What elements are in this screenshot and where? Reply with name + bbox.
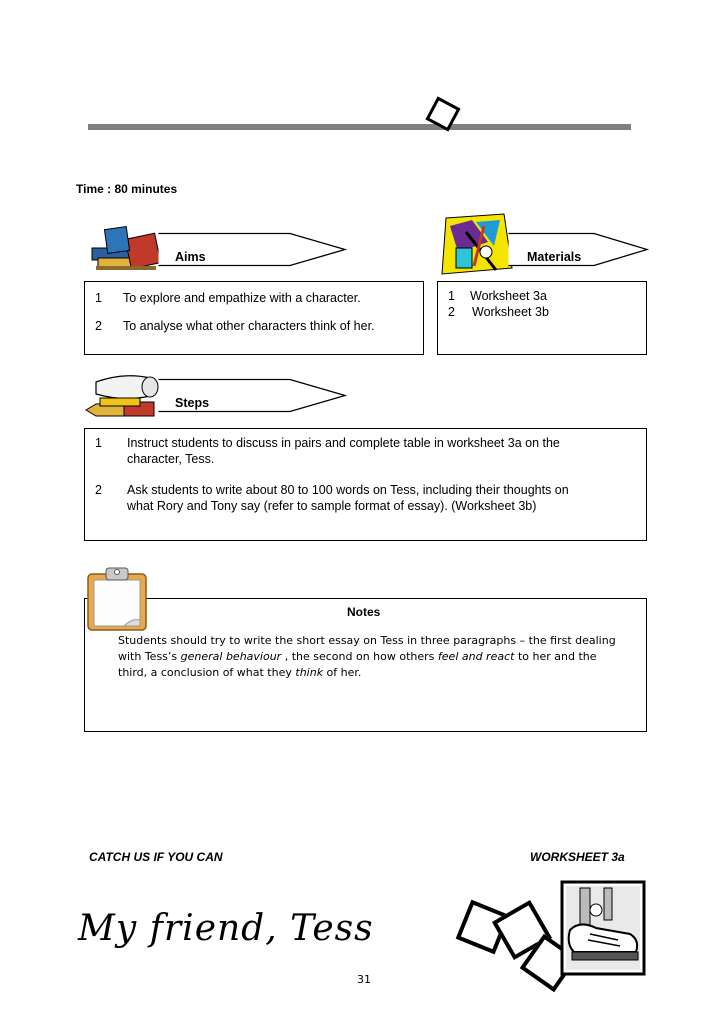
aims-item: 2 To analyse what other characters think of her.: [95, 319, 375, 333]
aims-item: 1 To explore and empathize with a character.: [95, 291, 361, 305]
books-icon: [88, 222, 168, 274]
top-rule: [88, 124, 631, 130]
shoe-illustration: [560, 880, 646, 976]
footer-left: CATCH US IF YOU CAN: [89, 850, 223, 864]
page-number: 31: [357, 973, 371, 986]
notes-header: Notes: [347, 605, 381, 619]
time-label: Time : 80 minutes: [76, 182, 178, 196]
step-text: Instruct students to discuss in pairs and complete table in worksheet 3a on the character, Tess.: [127, 436, 560, 466]
step-number: 1: [95, 436, 102, 450]
footer-right: WORKSHEET 3a: [530, 850, 625, 864]
step-number: 2: [95, 483, 102, 497]
step-text: Ask students to write about 80 to 100 words on Tess, including their thoughts on what Rory and Tony say (refer to sample format of essay). (Worksheet 3b): [127, 483, 569, 513]
art-supplies-icon: [436, 212, 514, 278]
steps-header: Steps: [175, 396, 210, 410]
materials-item: 2 Worksheet 3b: [448, 305, 549, 319]
scroll-pencil-icon: [84, 372, 162, 420]
materials-item: 1 Worksheet 3a: [448, 289, 547, 303]
worksheet-title: My friend, Tess: [78, 908, 374, 949]
materials-header: Materials: [527, 250, 582, 264]
aims-header: Aims: [175, 250, 206, 264]
clipboard-icon: [84, 566, 150, 632]
notes-text: Students should try to write the short essay on Tess in three paragraphs – the first dealing with Tess’s general behaviour , the second on how others feel and react to her and the third, a conclusion of what they think of her.: [118, 634, 616, 679]
